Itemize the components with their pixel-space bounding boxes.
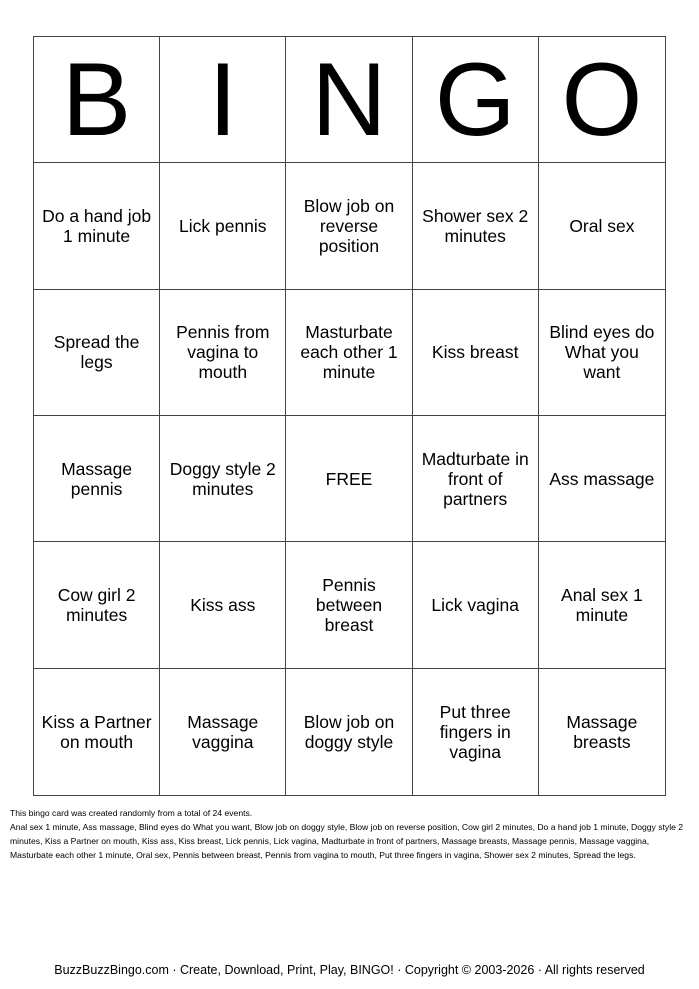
- bingo-cell: Shower sex 2 minutes: [413, 163, 539, 289]
- bingo-cell: Oral sex: [539, 163, 665, 289]
- bingo-cell: Spread the legs: [34, 290, 160, 416]
- bingo-cell: Massage breasts: [566, 711, 638, 752]
- free-space-cell: FREE: [286, 416, 412, 542]
- bingo-cell: Massage pennis: [34, 416, 160, 542]
- bingo-cell: Pennis between breast: [286, 542, 412, 668]
- bingo-cell: Massage vaggina: [160, 669, 286, 795]
- bingo-cell: Ass massage: [539, 416, 665, 542]
- events-list: Anal sex 1 minute, Ass massage, Blind eyes do What you want, Blow job on doggy style, Blow job on reverse position, Cow girl 2 minutes, Do a hand job 1 minute, Doggy style 2 minutes, Kiss a Partner on mouth, Kiss ass, Kiss breast, Lick pennis, Lick vagina, Madturbate in front of partners, Massage breasts, Massage pennis, Massage vaggina, Masturbate each other 1 minute, Oral sex, Pennis between breast, Pennis from vagina to mouth, Put three fingers in vagina, Shower sex 2 minutes, Spread the legs.: [10, 822, 684, 860]
- bingo-cell: Kiss a Partner on mouth: [34, 669, 160, 795]
- bingo-cell: Anal sex 1 minute: [539, 542, 665, 668]
- header-letter-i: I: [160, 37, 286, 163]
- bingo-cell: Doggy style 2 minutes: [160, 416, 286, 542]
- card-info: [10, 806, 690, 862]
- bingo-cell: Blow job on reverse position: [286, 163, 412, 289]
- header-letter-g: G: [413, 37, 539, 163]
- header-letter-b: B: [34, 37, 160, 163]
- bingo-cell: Lick vagina: [413, 542, 539, 668]
- bingo-cell: Madturbate in front of partners: [413, 416, 539, 542]
- bingo-cell: Blind eyes do What you want: [539, 290, 665, 416]
- header-letter-o: O: [539, 37, 665, 163]
- bingo-cell: Kiss breast: [413, 290, 539, 416]
- footer-copyright: BuzzBuzzBingo.com · Create, Download, Print, Play, BINGO! · Copyright © 2003-2026 · All rights reserved: [54, 963, 645, 977]
- bingo-cell: Do a hand job 1 minute: [34, 163, 160, 289]
- bingo-cell: Blow job on doggy style: [286, 669, 412, 795]
- bingo-cell: Pennis from vagina to mouth: [160, 290, 286, 416]
- header-letter-n: N: [286, 37, 412, 163]
- bingo-cell: Masturbate each other 1 minute: [286, 290, 412, 416]
- card-summary: This bingo card was created randomly from a total of 24 events.: [10, 808, 253, 818]
- bingo-cell: Lick pennis: [160, 163, 286, 289]
- bingo-cell: Put three fingers in vagina: [413, 669, 539, 795]
- bingo-cell: Kiss ass: [160, 542, 286, 668]
- bingo-cell: Cow girl 2 minutes: [34, 542, 160, 668]
- bingo-card: [33, 36, 666, 796]
